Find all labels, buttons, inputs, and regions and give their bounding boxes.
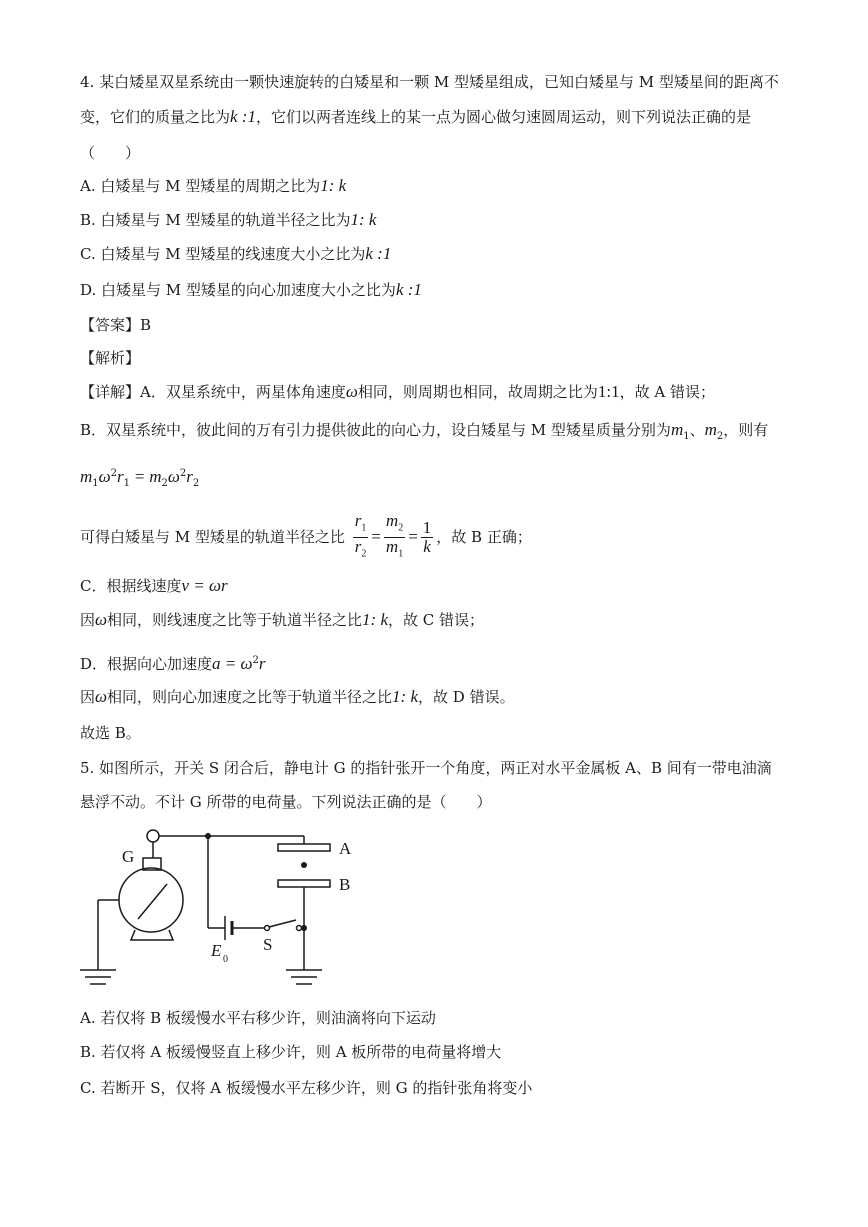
q5-option-c: C. 若断开 S，仅将 A 板缓慢水平左移少许，则 G 的指针张角将变小 bbox=[80, 1079, 533, 1097]
q4-analysis-heading: 【解析】 bbox=[80, 349, 141, 367]
q4-conclusion: 故选 B。 bbox=[80, 724, 141, 742]
oil-droplet bbox=[301, 862, 307, 868]
label-a: A bbox=[339, 839, 352, 858]
junction-dot bbox=[301, 925, 307, 931]
q4-detail-d2: 因ω相同，则向心加速度之比等于轨道半径之比1: k，故 D 错误。 bbox=[80, 687, 515, 706]
q4-radius-ratio: 可得白矮星与 M 型矮星的轨道半径之比 $\frac{r_1}{r_2}$ = $\frac{m_2}{m_1}$ = $\frac{1}{k}$ ，故 B 正确； bbox=[80, 512, 532, 564]
fraction-1-k: $\frac{1}{k}$ bbox=[422, 518, 432, 557]
circuit-diagram bbox=[75, 822, 375, 992]
q4-detail-b: B．双星系统中，彼此间的万有引力提供彼此的向心力，设白矮星与 M 型矮星质量分别为$m_1$、$m_2$，则有 bbox=[80, 420, 769, 442]
q5-stem-line2: 悬浮不动。不计 G 所带的电荷量。下列说法正确的是（ ） bbox=[80, 793, 492, 811]
q5-option-b: B. 若仅将 A 板缓慢竖直上移少许，则 A 板所带的电荷量将增大 bbox=[80, 1043, 502, 1061]
junction-dot bbox=[205, 833, 211, 839]
q4-stem-line2: 变，它们的质量之比为k :1，它们以两者连线上的某一点为圆心做匀速圆周运动，则下列说法正确的是 bbox=[80, 107, 751, 126]
q4-option-d: D. 白矮星与 M 型矮星的向心加速度大小之比为k :1 bbox=[80, 280, 422, 299]
q4-equation-mwr: $m_1\omega^2r_1 = m_2\omega^2r_2$ bbox=[80, 467, 200, 489]
label-g: G bbox=[122, 847, 135, 866]
label-s: S bbox=[263, 935, 273, 954]
q4-option-a: A. 白矮星与 M 型矮星的周期之比为1: k bbox=[80, 176, 347, 195]
q4-detail-d: D．根据向心加速度$a = \omega^2r$ bbox=[80, 654, 266, 673]
q4-option-c: C. 白矮星与 M 型矮星的线速度大小之比为k :1 bbox=[80, 244, 392, 263]
label-e-sub: 0 bbox=[223, 954, 228, 965]
q4-option-b: B. 白矮星与 M 型矮星的轨道半径之比为1: k bbox=[80, 210, 377, 229]
q4-detail-c: C．根据线速度v = ωr bbox=[80, 576, 228, 595]
label-b: B bbox=[339, 875, 351, 894]
q4-detail-a: 【详解】A．双星系统中，两星体角速度ω相同，则周期也相同，故周期之比为1:1，故 A 错误； bbox=[80, 382, 715, 401]
q4-detail-c2: 因ω相同，则线速度之比等于轨道半径之比1: k，故 C 错误； bbox=[80, 610, 485, 629]
q4-stem-line1: 4. 某白矮星双星系统由一颗快速旋转的白矮星和一颗 M 型矮星组成，已知白矮星与 M 型矮星间的距离不 bbox=[80, 73, 779, 91]
q5-option-a: A. 若仅将 B 板缓慢水平右移少许，则油滴将向下运动 bbox=[80, 1009, 436, 1027]
fraction-r1-r2: $\frac{r_1}{r_2}$ bbox=[354, 511, 367, 560]
fraction-m2-m1: $\frac{m_2}{m_1}$ bbox=[385, 511, 404, 560]
q5-stem-line1: 5. 如图所示，开关 S 闭合后，静电计 G 的指针张开一个角度，两正对水平金属板 A、B 间有一带电油滴 bbox=[80, 759, 772, 777]
label-e: E bbox=[211, 941, 222, 960]
q4-stem-line3: （ ） bbox=[80, 144, 141, 162]
mass-ratio: k :1 bbox=[230, 107, 256, 126]
q4-answer: 【答案】B bbox=[80, 316, 152, 334]
